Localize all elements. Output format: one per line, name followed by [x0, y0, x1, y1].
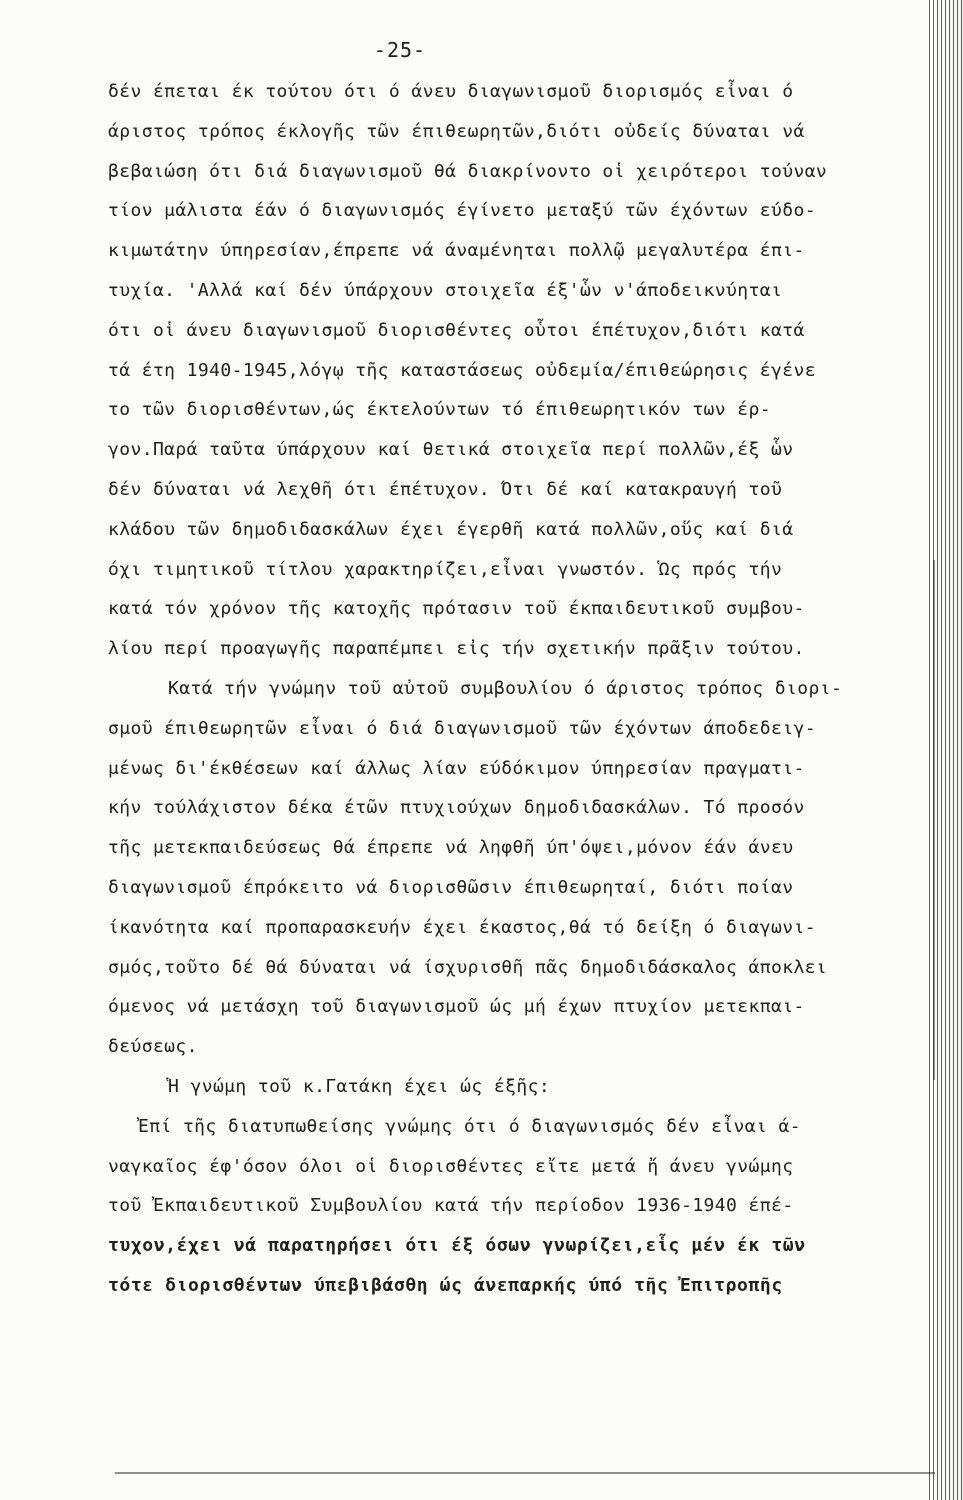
text-line: δέν έπεται έκ τούτου ότι ό άνευ διαγωνισμοῦ διορισμός εἶναι ό — [108, 81, 794, 102]
text-line: άριστος τρόπος έκλογῆς τῶν έπιθεωρητῶν,διότι οὐδείς δύναται νά — [108, 120, 805, 142]
text-line: τοῦ Ἐκπαιδευτικοῦ Συμβουλίου κατά τήν περίοδον 1936-1940 έπέ- — [108, 1195, 794, 1217]
text-line: βεβαιώση ότι διά διαγωνισμοῦ θά διακρίνοντο οἱ χειρότεροι τούναν — [108, 160, 828, 182]
text-line: ότι οἱ άνευ διαγωνισμοῦ διορισθέντες οὗτοι έπέτυχον,διότι κατά — [108, 319, 805, 341]
text-line: δεύσεως. — [108, 1036, 198, 1058]
text-line: όχι τιμητικοῦ τίτλου χαρακτηρίζει,εἶναι γνωστόν. Ὡς πρός τήν — [108, 558, 783, 580]
text-line: ίκανότητα καί προπαρασκευήν έχει έκαστος,θά τό δείξη ό διαγωνι- — [108, 916, 816, 938]
text-line: σμός,τοῦτο δέ θά δύναται νά ίσχυρισθῆ πᾶς δημοδιδάσκαλος άποκλει — [108, 956, 828, 978]
text-line: όμενος νά μετάσχη τοῦ διαγωνισμοῦ ώς μή έχων πτυχίον μετεκπαι- — [108, 996, 805, 1018]
text-line: κιμωτάτην ύπηρεσίαν,έπρεπε νά άναμένηται πολλῷ μεγαλυτέρα έπι- — [108, 240, 805, 262]
text-line: τά έτη 1940-1945,λόγῳ τῆς καταστάσεως οὐδεμία/έπιθεώρησις έγένε — [108, 359, 816, 381]
text-line: Ἡ γνώμη τοῦ κ.Γατάκη έχει ώς έξῆς: — [168, 1075, 551, 1097]
text-line: διαγωνισμοῦ έπρόκειτο νά διορισθῶσιν έπιθεωρηταί, διότι ποίαν — [108, 876, 794, 898]
underline-rule — [115, 1472, 935, 1474]
text-line: γον.Παρά ταῦτα ύπάρχουν καί θετικά στοιχεῖα περί πολλῶν,έξ ὧν — [108, 439, 794, 461]
text-line: το τῶν διορισθέντων,ώς έκτελούντων τό έπιθεωρητικόν των έρ- — [108, 399, 771, 421]
page-number: -25- — [373, 38, 427, 62]
text-line: τυχία. 'Αλλά καί δέν ύπάρχουν στοιχεῖα έξ'ὧν ν'άποδεικνύηται — [108, 279, 783, 301]
text-line: κήν τούλάχιστον δέκα έτῶν πτυχιούχων δημοδιδασκάλων. Τό προσόν — [108, 797, 805, 819]
text-line: τότε διορισθέντων ύπεβιβάσθη ώς άνεπαρκής ύπό τῆς Ἐπιτροπῆς — [108, 1274, 783, 1296]
text-line: Κατά τήν γνώμην τοῦ αὐτοῦ συμβουλίου ό άριστος τρόπος διορι- — [168, 677, 843, 699]
text-line: τυχον,έχει νά παρατηρήσει ότι έξ όσων γνωρίζει,εἷς μέν έκ τῶν — [108, 1235, 806, 1257]
binding-edge — [929, 0, 963, 1500]
text-line: δέν δύναται νά λεχθῆ ότι έπέτυχον. Ότι δέ καί κατακραυγή τοῦ — [108, 478, 783, 500]
typed-text-body — [108, 72, 938, 1306]
text-line: Ἐπί τῆς διατυπωθείσης γνώμης ότι ό διαγωνισμός δέν εἶναι ά- — [138, 1115, 801, 1137]
text-line: κατά τόν χρόνον τῆς κατοχῆς πρότασιν τοῦ έκπαιδευτικοῦ συμβου- — [108, 598, 805, 620]
text-line: λίου περί προαγωγῆς παραπέμπει εἰς τήν σχετικήν πρᾶξιν τούτου. — [108, 638, 805, 660]
text-line: κλάδου τῶν δημοδιδασκάλων έχει έγερθῆ κατά πολλῶν,οὕς καί διά — [108, 518, 794, 540]
text-line: μένως δι'έκθέσεων καί άλλως λίαν εύδόκιμον ύπηρεσίαν πραγματι- — [108, 757, 805, 779]
text-line: σμοῦ έπιθεωρητῶν εἶναι ό διά διαγωνισμοῦ τῶν έχόντων άποδεδειγ- — [108, 717, 816, 739]
text-line: τίον μάλιστα έάν ό διαγωνισμός έγίνετο μεταξύ τῶν έχόντων εύδο- — [108, 200, 816, 222]
text-line: τῆς μετεκπαιδεύσεως θά έπρεπε νά ληφθῆ ύπ'όψει,μόνον έάν άνευ — [108, 837, 794, 859]
text-line: ναγκαῖος έφ'όσον όλοι οἱ διορισθέντες εἴτε μετά ἤ άνευ γνώμης — [108, 1155, 794, 1177]
